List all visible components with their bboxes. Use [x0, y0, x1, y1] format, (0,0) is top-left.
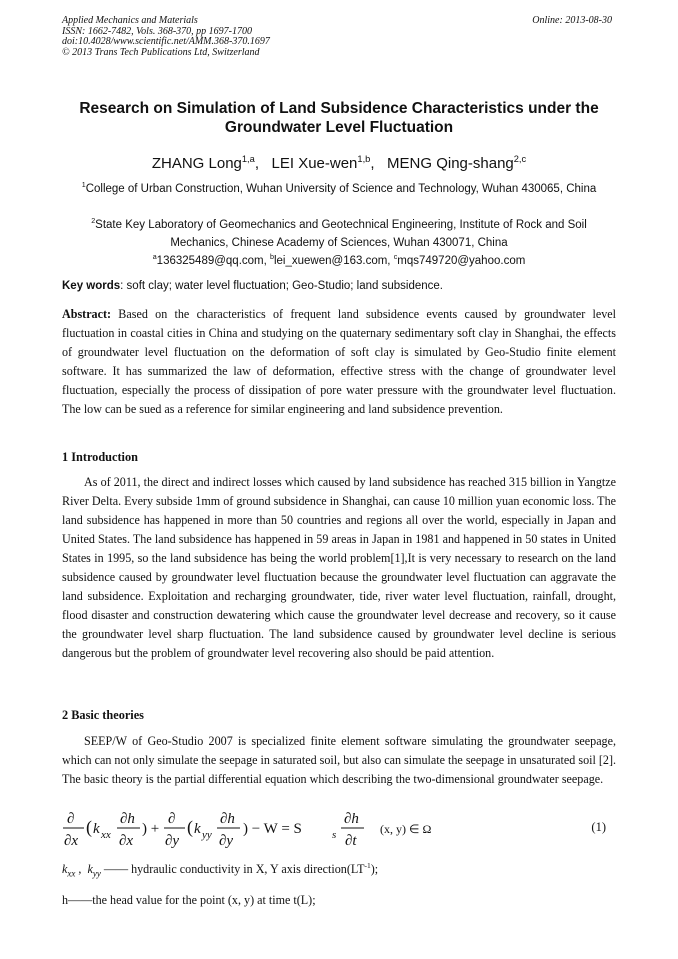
svg-text:(: (	[187, 817, 193, 837]
svg-text:k: k	[93, 821, 100, 837]
journal-header	[62, 16, 270, 58]
email-link[interactable]: lei_xuewen@163.com,	[273, 255, 394, 267]
equation-domain: (x, y) ∈ Ω	[380, 822, 432, 836]
affiliation-2: $^2$State Key Laboratory of Geomechanics and Geotechnical Engineering, Institute of Rock and Soil Mechanics, Chinese Academy of Sciences, Wuhan 430071, China	[91, 217, 587, 249]
symbol-definition: h——the head value for the point (x, y) at time t(L);	[62, 893, 316, 907]
author-affiliation-mark: 1,a	[241, 154, 255, 164]
svg-text:yy: yy	[202, 829, 212, 841]
journal-name: Applied Mechanics and Materials	[62, 15, 198, 26]
equation-rhs: ) − W = S	[243, 821, 302, 837]
svg-text:k: k	[194, 821, 201, 837]
svg-text:) +: ) +	[142, 821, 160, 837]
equation-number: (1)	[591, 820, 606, 834]
svg-text:∂h: ∂h	[120, 811, 135, 827]
issn-line: ISSN: 1662-7482, Vols. 368-370, pp 1697-1700	[62, 25, 252, 37]
svg-text:∂h: ∂h	[220, 811, 235, 827]
svg-text:∂h: ∂h	[344, 811, 359, 827]
keywords: Key words: soft clay; water level fluctuation; Geo-Studio; land subsidence.	[62, 280, 443, 292]
doi-line[interactable]: doi:10.4028/www.scientific.net/AMM.368-370.1697	[62, 36, 270, 47]
svg-text:∂: ∂	[67, 811, 75, 827]
email-link[interactable]: 136325489@qq.com,	[156, 255, 271, 267]
section-paragraph: As of 2011, the direct and indirect losses which caused by land subsidence has reached 315 billion in Yangtze River Delta. Every subside 1mm of ground subsidence in Shanghai, can cause 10 million yuan economic loss. The land subsidence has happened in more than 50 countries and regions all over the world, especially in Japan and United States. The land subsidence has happened in 59 areas in Japan in 1981 and happened in 50 states in United States in 1995, so the land subsidence has being the world problem[1],It is very necessary to research on the land subsidence caused by groundwater level fluctuation because the groundwater level fluctuation can aggravate the land subsidence. Exploitation and recharging groundwater, tide, river water level fluctuation, rainfall, drought, flood disaster and construction dewatering which cause the groundwater level decrease and recovery, so it cause the groundwater level sharp fluctuation. The land subsidence caused by groundwater level decline is serious dangerous but the problem of groundwater level recovering also should be paid attention.	[62, 475, 616, 660]
author-name: ZHANG Long	[151, 155, 242, 172]
svg-text:∂y: ∂y	[219, 833, 234, 849]
paper-title: Research on Simulation of Land Subsidence Characteristics under the Groundwater Level Fluctuation	[79, 100, 599, 136]
svg-text:(: (	[86, 817, 92, 837]
svg-text:xx: xx	[101, 829, 111, 841]
svg-text:∂x: ∂x	[119, 833, 134, 849]
copyright-line: © 2013 Trans Tech Publications Ltd, Switzerland	[62, 46, 260, 58]
author-list: ZHANG Long$^{1,a}$, LEI Xue-wen$^{1,b}$, MENG Qing-shang$^{2,c}$	[151, 154, 527, 172]
online-date: Online: 2013-08-30	[532, 15, 612, 26]
author-affiliation-mark: 2,c	[513, 154, 527, 164]
author-name: MENG Qing-shang	[387, 155, 514, 172]
section-paragraph: SEEP/W of Geo-Studio 2007 is specialized finite element software simulating the groundwater seepage, which can not only simulate the seepage in saturated soil, but also can simulate the seepage in unsaturated soil [2]. The basic theory is the partial differential equation which describing the two-dimensional groundwater seepage.	[62, 734, 616, 786]
author-affiliation-mark: 1,b	[357, 154, 371, 164]
symbol-definition: $k_{xx}$ , $k_{yy}$ —— hydraulic conductivity in X, Y axis $direction(LT^{-1})$;	[62, 860, 379, 879]
affiliation-1: $^1$College of Urban Construction, Wuhan University of Science and Technology, Wuhan 430065, China	[81, 181, 597, 195]
seepage-equation	[62, 806, 462, 856]
section-heading: 2 Basic theories	[62, 708, 144, 722]
svg-text:s: s	[332, 829, 337, 841]
svg-text:∂x: ∂x	[64, 833, 79, 849]
svg-text:∂y: ∂y	[165, 833, 180, 849]
email-line: $^a$136325489@qq.com, $^b$lei_xuewen@163.com, $^c$mqs749720@yahoo.com	[152, 253, 526, 267]
svg-text:∂: ∂	[168, 811, 176, 827]
equation-1	[62, 806, 616, 856]
svg-text:∂t: ∂t	[345, 833, 357, 849]
email-link[interactable]: mqs749720@yahoo.com	[397, 255, 526, 267]
section-heading: 1 Introduction	[62, 450, 138, 464]
author-name: LEI Xue-wen	[271, 155, 358, 172]
abstract: Abstract: Based on the characteristics of frequent land subsidence events caused by groundwater level fluctuation in coastal cities in China and studying on the quaternary sedimentary soft clay in Shanghai, the effects of groundwater level fluctuation on the deformation of soft clay is simulated by Geo-Studio finite element software. It has summarized the law of deformation, effective stress with the change of groundwater level fluctuation, especially the process of dissipation of pore water pressure with the groundwater level fluctuation. The low can be sued as a reference for similar engineering and land subsidence prevention.	[62, 307, 616, 416]
